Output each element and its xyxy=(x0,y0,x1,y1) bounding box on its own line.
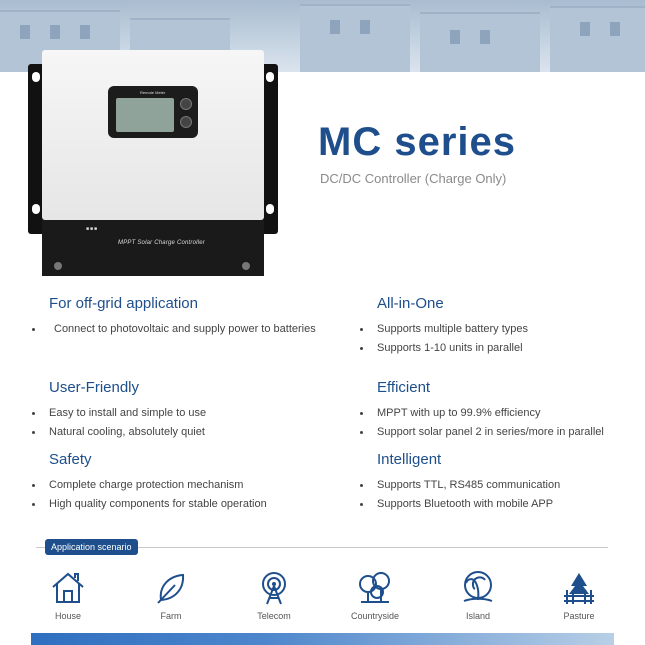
feature-item: Complete charge protection mechanism xyxy=(49,476,267,495)
device-label: MPPT Solar Charge Controller xyxy=(118,240,205,246)
bullet-icon xyxy=(32,328,35,331)
telecom-icon xyxy=(256,570,292,606)
feature-heading: For off-grid application xyxy=(49,295,198,312)
bullet-icon xyxy=(32,412,35,415)
scenario-label: Island xyxy=(465,611,491,621)
charge-controller-image xyxy=(28,44,278,246)
remote-meter-brand: Remote Meter xyxy=(140,90,166,95)
feature-heading: Intelligent xyxy=(377,451,442,468)
feature-userfriendly xyxy=(49,379,206,442)
lcd-display xyxy=(116,98,174,132)
feature-heading: Efficient xyxy=(377,379,431,396)
feature-item: Supports TTL, RS485 communication xyxy=(377,476,560,495)
feature-heading: Safety xyxy=(49,451,92,468)
feature-item: Easy to install and simple to use xyxy=(49,404,206,423)
feature-safety xyxy=(49,451,267,514)
feature-item: MPPT with up to 99.9% efficiency xyxy=(377,404,604,423)
mount-hole xyxy=(266,204,274,214)
scenario-label: Countryside xyxy=(350,611,400,621)
bullet-icon xyxy=(360,484,363,487)
feature-heading: All-in-One xyxy=(377,295,444,312)
trees-icon xyxy=(357,570,393,606)
scenario-pasture xyxy=(544,570,614,621)
scenario-label: House xyxy=(54,611,81,621)
bullet-icon xyxy=(360,431,363,434)
bullet-icon xyxy=(360,503,363,506)
screw xyxy=(54,262,62,270)
bullet-icon xyxy=(32,484,35,487)
status-leds: ■■■ xyxy=(86,226,99,232)
feature-item: High quality components for stable operation xyxy=(49,495,267,514)
feature-item: Natural cooling, absolutely quiet xyxy=(49,423,206,442)
feature-efficient xyxy=(377,379,604,442)
bullet-icon xyxy=(32,503,35,506)
house-icon xyxy=(50,570,86,606)
product-title: MC series xyxy=(318,120,516,164)
footer-gradient-bar xyxy=(31,633,614,645)
fence-tree-icon xyxy=(561,570,597,606)
application-scenario-tag: Application scenario xyxy=(45,539,138,555)
leaf-icon xyxy=(153,570,189,606)
scenario-label: Pasture xyxy=(563,611,595,621)
scenario-telecom xyxy=(239,570,309,621)
feature-item: Supports 1-10 units in parallel xyxy=(377,339,528,358)
remote-meter xyxy=(108,86,198,138)
feature-item: Connect to photovoltaic and supply power to batteries xyxy=(49,320,316,339)
feature-allinone xyxy=(377,295,528,358)
feature-heading: User-Friendly xyxy=(49,379,140,396)
bullet-icon xyxy=(360,412,363,415)
bullet-icon xyxy=(360,347,363,350)
device-lower-panel xyxy=(42,220,264,276)
feature-offgrid xyxy=(49,295,316,339)
feature-item: Supports multiple battery types xyxy=(377,320,528,339)
scenario-label: Telecom xyxy=(257,611,291,621)
bullet-icon xyxy=(360,328,363,331)
product-subtitle: DC/DC Controller (Charge Only) xyxy=(320,171,507,186)
palm-tree-icon xyxy=(460,570,496,606)
meter-button xyxy=(180,98,192,110)
feature-intelligent xyxy=(377,451,560,514)
scenario-countryside xyxy=(340,570,410,621)
screw xyxy=(242,262,250,270)
feature-item: Support solar panel 2 in series/more in parallel xyxy=(377,423,604,442)
bullet-icon xyxy=(32,431,35,434)
meter-button xyxy=(180,116,192,128)
scenario-farm xyxy=(136,570,206,621)
mount-hole xyxy=(32,204,40,214)
mount-hole xyxy=(32,72,40,82)
scenario-house xyxy=(33,570,103,621)
scenario-label: Farm xyxy=(160,611,182,621)
feature-item: Supports Bluetooth with mobile APP xyxy=(377,495,560,514)
mount-hole xyxy=(266,72,274,82)
scenario-island xyxy=(443,570,513,621)
